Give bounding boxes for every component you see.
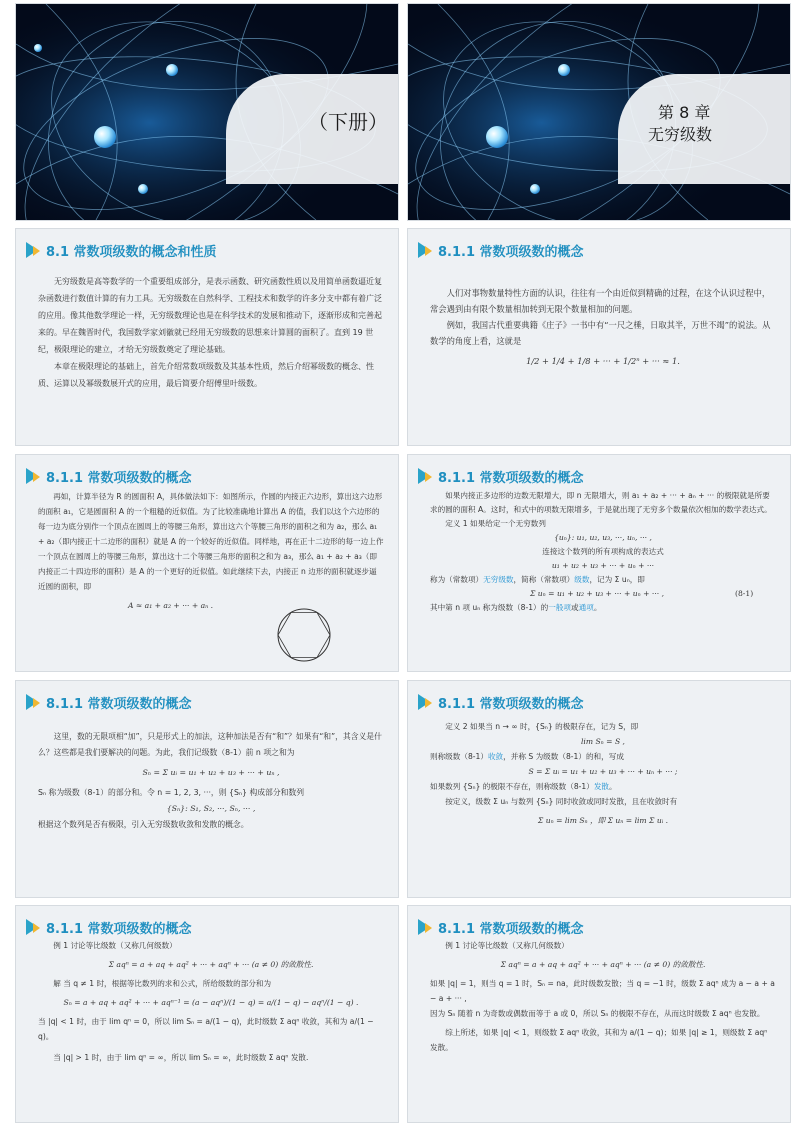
glowing-orb <box>94 126 116 148</box>
formula: A ≈ a₁ + a₂ + ··· + aₙ . <box>128 601 214 610</box>
slide-body <box>430 719 776 828</box>
text: 如果数列 {Sₙ} 的极限不存在，则称级数（8-1） <box>430 782 594 791</box>
paragraph: 因为 Sₙ 随着 n 为奇数或偶数而等于 a 或 0，所以 Sₙ 的极限不存在，从而这时级数 Σ aqⁿ 也发散。 <box>430 1009 765 1018</box>
term-divergent: 发散 <box>593 782 610 791</box>
inscribed-polygon-figure <box>272 605 336 665</box>
formula: 1/2 + 1/4 + 1/8 + ··· + 1/2ⁿ + ··· ≈ 1. <box>526 356 680 366</box>
slide-header <box>26 691 192 713</box>
text: 其中第 n 项 uₙ 称为级数（8-1）的 <box>430 603 549 612</box>
term-series: 级数 <box>574 575 590 584</box>
glowing-orb <box>486 126 508 148</box>
slide-header <box>26 465 192 487</box>
slide-example-1a <box>16 906 398 1122</box>
triangle-accent-icon <box>425 246 432 256</box>
paragraph: 综上所述，如果 |q| < 1，则级数 Σ aqⁿ 收敛，其和为 a/(1 − q)；如果 |q| ≥ 1，则级数 Σ aqⁿ 发散。 <box>430 1028 768 1052</box>
paragraph: 按定义，级数 Σ uₙ 与数列 {Sₙ} 同时收敛或同时发散，且在收敛时有 <box>445 797 678 806</box>
slide-title: 8.1.1 常数项级数的概念 <box>438 244 584 260</box>
text: 则称级数（8-1） <box>430 752 488 761</box>
slide-section-intro <box>16 229 398 445</box>
glowing-orb <box>138 184 148 194</box>
triangle-accent-icon <box>33 472 40 482</box>
formula: {uₙ}: u₁, u₂, u₃, ···, uₙ, ··· , <box>554 533 652 542</box>
formula: S = Σ uᵢ = u₁ + u₂ + u₃ + ··· + uₙ + ··· ; <box>528 767 678 776</box>
slide-body <box>38 729 384 833</box>
slide-zhuangzi <box>408 229 790 445</box>
text: 或 <box>571 603 579 612</box>
slide-title: 8.1 常数项级数的概念和性质 <box>46 244 217 260</box>
paragraph: 定义 1 如果给定一个无穷数列 <box>445 519 546 528</box>
paragraph: 再如，计算半径为 R 的圆面积 A，具体做法如下：如图所示，作圆的内接正六边形，算出这六边形的面积 a₁，它是圆面积 A 的一个粗糙的近似值。为了比较准确地计算出 A 的值，我们以这个六边形的每一边为底分别作一个顶点在圆周上的等腰三角形，算出这六个等腰三角形的面积之和为 a₂，那么 a₁ + a₂（即内接正十二边形的面积）就是 A 的一个较好的近似值。同样地，再在正十二边形的每一边上作一个顶点在圆周上的等腰三角形，算出这十二个等腰三角形的面积之和为 a₃，那么 a₁ + a₂ + a₃（即内接正二十四边形的面积）是 A 的一个更好的近似值。如此继续下去，内接正 n 边形的面积就逐步逼近圆的面积，即 <box>38 492 384 591</box>
triangle-accent-icon <box>425 472 432 482</box>
term-general-term-alt: 通项 <box>578 603 594 612</box>
slide-example-1b <box>408 906 790 1122</box>
slide-header <box>418 916 584 938</box>
slide-body <box>38 273 384 392</box>
formula: lim Sₙ = S , <box>581 737 625 746</box>
paragraph: 人们对事物数量特性方面的认识，往往有一个由近似到精确的过程，在这个认识过程中，常会遇到由有限个数量相加转到无限个数量相加的问题。 <box>430 288 771 314</box>
slide-partial-sums <box>16 681 398 897</box>
paragraph <box>430 779 776 794</box>
paragraph: 当 |q| > 1 时，由于 lim qⁿ = ∞，所以 lim Sₙ = ∞，此时级数 Σ aqⁿ 发散. <box>53 1053 309 1062</box>
slide-definition-2 <box>408 681 790 897</box>
formula-text: Σ uₙ = u₁ + u₂ + u₃ + ··· + uₙ + ··· , <box>530 589 664 598</box>
paragraph: 例 1 讨论等比级数（又称几何级数） <box>445 941 569 950</box>
paragraph: 这里，数的无限项相“加”，只是形式上的加法，这种加法是否有“和”？如果有“和”，其含义是什么？这些都是我们要解决的问题。为此，我们记级数（8-1）前 n 项之和为 <box>38 732 382 757</box>
triangle-accent-icon <box>33 698 40 708</box>
formula: u₁ + u₂ + u₃ + ··· + uₙ + ··· <box>551 561 655 570</box>
slide-cover-volume <box>16 4 398 220</box>
paragraph: Sₙ 称为级数（8-1）的部分和。令 n = 1, 2, 3, ···，则 {Sₙ} 构成部分和数列 <box>38 788 305 797</box>
formula: Σ aqⁿ = a + aq + aq² + ··· + aqⁿ + ··· (a ≠ 0) 的敛散性. <box>500 960 706 969</box>
paragraph: 连接这个数列的所有项构成的表达式 <box>542 547 664 556</box>
chapter-number: 第 8 章 <box>658 103 711 122</box>
slide-header <box>26 239 217 261</box>
glowing-orb <box>166 64 178 76</box>
slide-circle-area <box>16 455 398 671</box>
slide-title: 8.1.1 常数项级数的概念 <box>46 696 192 712</box>
slide-body <box>38 489 384 613</box>
slide-cover-chapter <box>408 4 790 220</box>
glowing-orb <box>34 44 42 52</box>
glowing-orb <box>530 184 540 194</box>
formula: {Sₙ}: S₁, S₂, ···, Sₙ, ··· , <box>166 804 256 813</box>
paragraph: 如果内接正多边形的边数无限增大，即 n 无限增大，则 a₁ + a₂ + ··· + aₙ + ··· 的极限就是所要求的圆的面积 A。这时，和式中的项数无限增多，于是就出现了无穷多个数量依次相加的数学表达式。 <box>430 491 772 514</box>
slide-body <box>38 938 384 1065</box>
paragraph: 当 |q| < 1 时，由于 lim qⁿ = 0，所以 lim Sₙ = a/(1 − q)，此时级数 Σ aqⁿ 收敛，其和为 a/(1 − q)。 <box>38 1017 374 1041</box>
formula <box>530 587 776 601</box>
paragraph: 例 1 讨论等比级数（又称几何级数） <box>53 941 177 950</box>
paragraph: 如果 |q| = 1，则当 q = 1 时，Sₙ = na，此时级数发散；当 q = −1 时，级数 Σ aqⁿ 成为 a − a + a − a + ··· , <box>430 979 775 1003</box>
term-infinite-series: 无穷级数 <box>483 575 514 584</box>
slide-header <box>26 916 192 938</box>
equation-number: (8-1) <box>735 589 754 598</box>
slide-header <box>418 239 584 261</box>
slide-definition-1 <box>408 455 790 671</box>
term-convergent: 收敛 <box>487 752 504 761</box>
paragraph <box>430 601 776 615</box>
slide-body <box>430 285 776 369</box>
paragraph: 根据这个数列是否有极限，引入无穷级数收敛和发散的概念。 <box>38 820 249 829</box>
slide-body <box>430 938 776 1055</box>
slide-header <box>418 465 584 487</box>
triangle-accent-icon <box>425 923 432 933</box>
term-general-term: 一般项 <box>548 603 572 612</box>
volume-subtitle: （下册） <box>308 110 388 134</box>
paragraph <box>430 573 776 587</box>
triangle-accent-icon <box>425 698 432 708</box>
text: 称为（常数项） <box>430 575 484 584</box>
paragraph: 例如，我国古代重要典籍《庄子》一书中有“一尺之棰，日取其半，万世不竭”的说法。从数学的角度上看，这就是 <box>430 320 771 346</box>
text: 。 <box>593 603 602 612</box>
slide-title: 8.1.1 常数项级数的概念 <box>438 470 584 486</box>
paragraph <box>430 749 776 764</box>
slide-title: 8.1.1 常数项级数的概念 <box>438 921 584 937</box>
text: 。 <box>609 782 617 791</box>
slide-title: 8.1.1 常数项级数的概念 <box>46 921 192 937</box>
paragraph: 本章在极限理论的基础上，首先介绍常数项级数及其基本性质，然后介绍幂级数的概念、性质、运算以及幂级数展开式的应用，最后简要介绍傅里叶级数。 <box>38 362 374 388</box>
chapter-title: 无穷级数 <box>648 125 713 144</box>
formula: Σ uₙ = lim Sₙ ，即 Σ uₙ = lim Σ uᵢ . <box>537 816 669 825</box>
slide-body <box>430 489 776 615</box>
glowing-orb <box>558 64 570 76</box>
paragraph: 定义 2 如果当 n → ∞ 时，{Sₙ} 的极限存在，记为 S，即 <box>445 722 639 731</box>
paragraph: 无穷级数是高等数学的一个重要组成部分，是表示函数、研究函数性质以及用简单函数逼近复杂函数进行数值计算的有力工具。无穷级数在自然科学、工程技术和数学的许多分支中都有着广泛的应用。像其他数学理论一样，无穷级数理论也是在科学技术的发展和推动下，逐渐形成和完善起来的。早在魏晋时代，我国数学家刘徽就已经用无穷级数的思想来计算圆的面积了。直到 19 世纪，极限理论的建立，才给无穷级数奠定了理论基础。 <box>38 277 382 354</box>
slide-header <box>418 691 584 713</box>
text: ，并称 S 为级数（8-1）的和，写成 <box>503 752 624 761</box>
formula: Sₙ = a + aq + aq² + ··· + aqⁿ⁻¹ = (a − aqⁿ)/(1 − q) = a/(1 − q) − aqⁿ/(1 − q) . <box>63 998 359 1007</box>
paragraph: 解 当 q ≠ 1 时，根据等比数列的求和公式，所给级数的部分和为 <box>53 979 272 988</box>
triangle-accent-icon <box>33 246 40 256</box>
formula: Σ aqⁿ = a + aq + aq² + ··· + aqⁿ + ··· (a ≠ 0) 的敛散性. <box>108 960 314 969</box>
triangle-accent-icon <box>33 923 40 933</box>
text: ，记为 Σ uₙ，即 <box>589 575 645 584</box>
slide-title: 8.1.1 常数项级数的概念 <box>46 470 192 486</box>
slide-title: 8.1.1 常数项级数的概念 <box>438 696 584 712</box>
formula: Sₙ = Σ uᵢ = u₁ + u₂ + u₃ + ··· + uₙ , <box>142 768 280 777</box>
text: ，简称（常数项） <box>513 575 575 584</box>
